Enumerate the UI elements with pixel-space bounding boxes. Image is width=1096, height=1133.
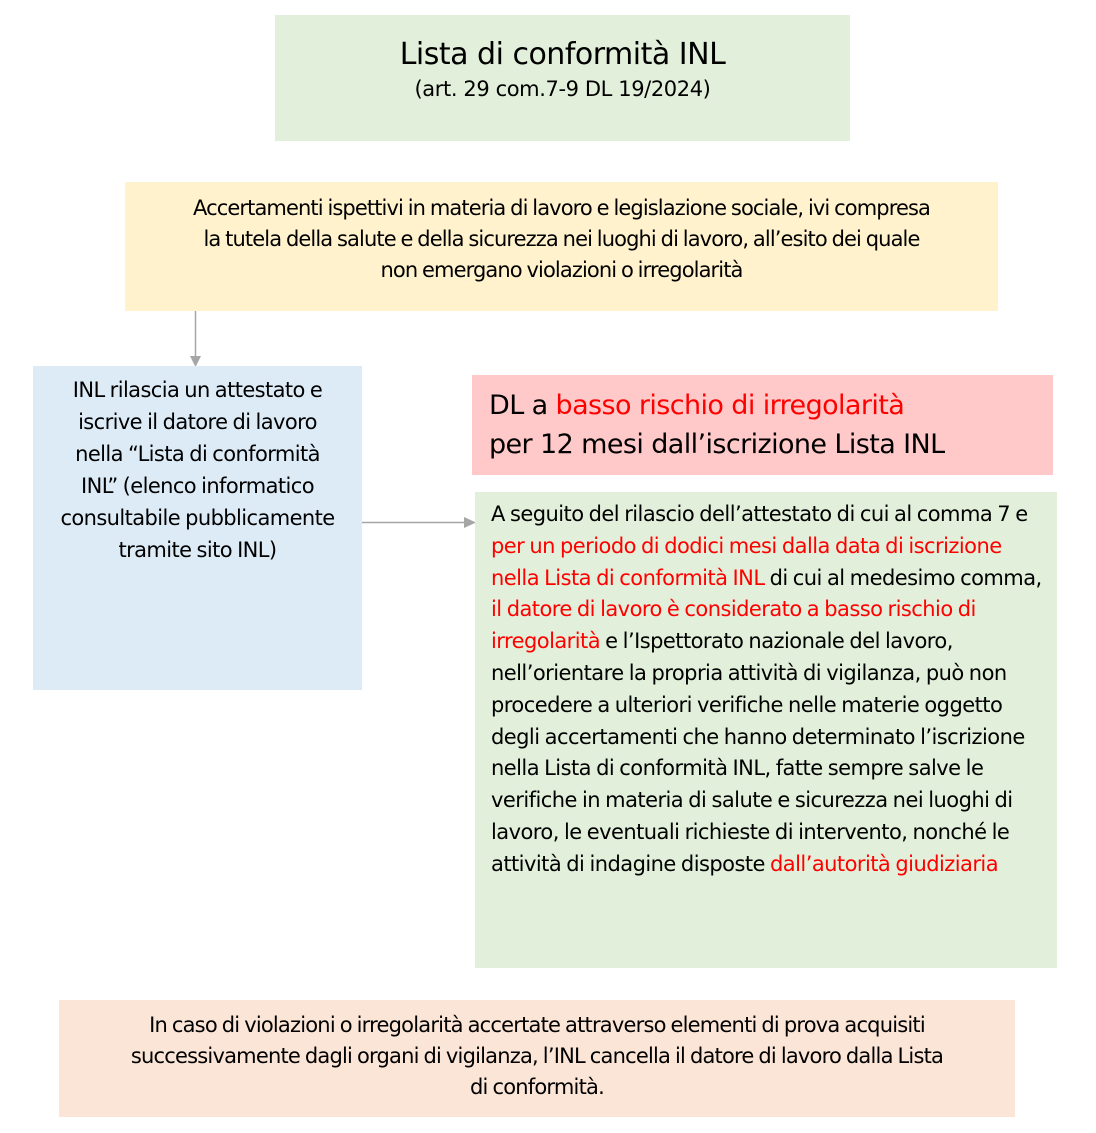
arrow-right-icon bbox=[362, 516, 476, 530]
detail-highlight: dall’autorità giudiziaria bbox=[770, 851, 999, 876]
diagram-title: Lista di conformità INL bbox=[399, 37, 726, 72]
cancellation-line: successivamente dagli organi di vigilanza, l’INL cancella il datore di lavoro dalla Lista bbox=[130, 1044, 944, 1068]
premise-box bbox=[125, 182, 998, 311]
cancellation-line: di conformità. bbox=[470, 1075, 604, 1099]
risk-summary-box bbox=[472, 375, 1053, 475]
inl-action-line: INL” (elenco informatico bbox=[81, 474, 314, 498]
inl-action-line: INL rilascia un attestato e bbox=[72, 378, 323, 402]
premise-line: Accertamenti ispettivi in materia di lavoro e legislazione sociale, ivi compresa bbox=[192, 196, 931, 220]
detail-text: A seguito del rilascio dell’attestato di cui al comma 7 e bbox=[491, 502, 1028, 526]
premise-line: non emergano violazioni o irregolarità bbox=[380, 258, 743, 282]
risk-summary-line-2: per 12 mesi dall’iscrizione Lista INL bbox=[489, 429, 945, 460]
detail-highlight: per un periodo di dodici mesi dalla data di iscrizione nella Lista di conformità INL bbox=[491, 533, 1002, 590]
arrow-down-icon bbox=[188, 311, 204, 367]
cancellation-box bbox=[59, 1000, 1015, 1117]
inl-action-box bbox=[33, 366, 362, 690]
cancellation-line: In caso di violazioni o irregolarità accertate attraverso elementi di prova acquisiti bbox=[149, 1013, 925, 1037]
title-box bbox=[275, 15, 850, 141]
inl-action-line: consultabile pubblicamente bbox=[60, 506, 335, 530]
inl-action-line: nella “Lista di conformità bbox=[75, 442, 320, 466]
premise-line: la tutela della salute e della sicurezza nei luoghi di lavoro, all’esito dei quale bbox=[203, 227, 920, 251]
diagram-subtitle: (art. 29 com.7-9 DL 19/2024) bbox=[414, 77, 711, 101]
risk-summary-line-1 bbox=[489, 386, 1053, 425]
inl-action-line: iscrive il datore di lavoro bbox=[78, 410, 317, 434]
detail-box bbox=[475, 492, 1057, 968]
detail-text: di cui al medesimo comma, bbox=[764, 565, 1042, 590]
inl-action-line: tramite sito INL) bbox=[118, 538, 277, 562]
detail-text: e l’Ispettorato nazionale del lavoro, nell’orientare la propria attività di vigilanza, può non procedere a ulteriori verifiche nelle materie oggetto degli accertamenti che hanno determinato l’iscrizione nella Lista di conformità INL, fatte sempre salve le verifiche in materia di salute e sicurezza nei luoghi di lavoro, le eventuali richieste di intervento, nonché le attività di indagine disposte bbox=[491, 629, 1025, 876]
risk-summary-prefix: DL a bbox=[489, 390, 556, 421]
risk-summary-highlight: basso rischio di irregolarità bbox=[555, 390, 905, 421]
detail-highlight: il datore di lavoro è considerato a basso rischio di irregolarità bbox=[491, 597, 976, 654]
